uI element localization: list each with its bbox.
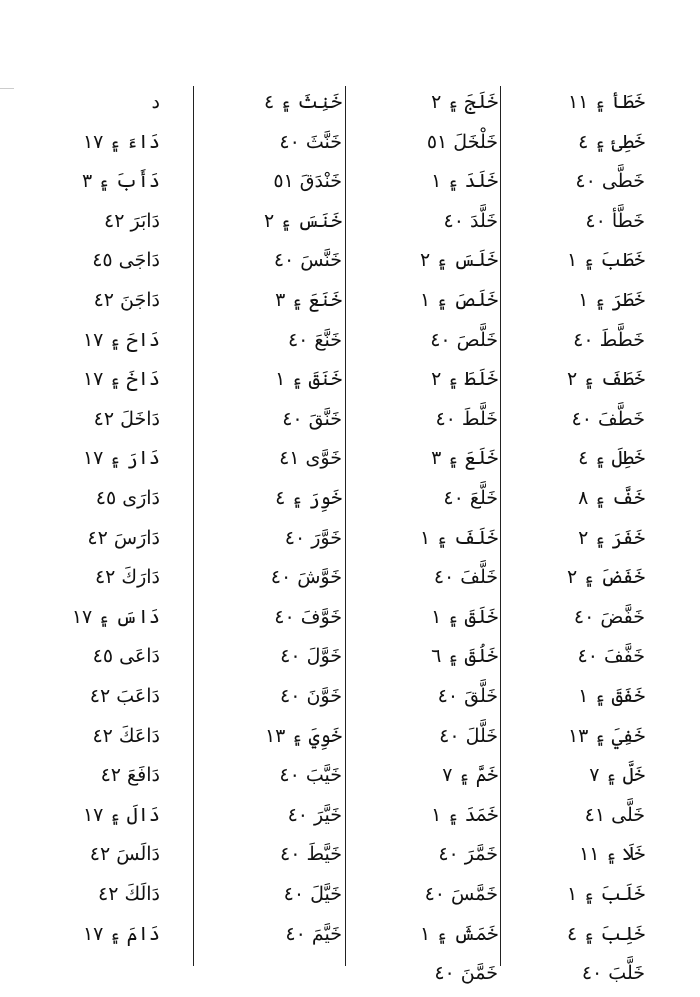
dictionary-entry: خَلَا ۽ ١١: [579, 843, 645, 866]
column-2: [388, 82, 538, 985]
dictionary-entry: دَارَسَ ٤٢: [87, 526, 160, 549]
dictionary-entry: دَابَرَ ٤٢: [104, 209, 160, 232]
dictionary-entry: دَاعَى ٤٥: [92, 645, 160, 668]
dictionary-entry: دَاسَ ۽ ١٧: [71, 605, 160, 628]
dictionary-entry: خَلُقَ ۽ ٦: [431, 645, 498, 668]
dictionary-entry: دَاجَنَ ٤٢: [93, 289, 160, 311]
dictionary-entry: خَلَّطَ ٤٠: [435, 407, 498, 430]
dictionary-entry: خَلَّدَ ٤٠: [443, 209, 498, 232]
dictionary-entry: خَطِلَ ۽ ٤: [578, 447, 645, 470]
dictionary-entry: دَالَ ۽ ١٧: [82, 803, 160, 826]
dictionary-entry: خَلَقَ ۽ ١: [431, 605, 498, 628]
dictionary-entry: خَنْدَقَ ٥١: [273, 170, 342, 193]
dictionary-entry: خَفَضَ ۽ ٢: [567, 566, 645, 589]
dictionary-entry: خَطَأ ۽ ١١: [567, 91, 645, 113]
dictionary-entry: خَفِيَ ۽ ١٣: [567, 724, 645, 747]
dictionary-entry: خَفَّ ۽ ٨: [578, 487, 645, 509]
dictionary-entry: خَمَّسَ ٤٠: [424, 883, 498, 905]
dictionary-entry: خَيَّلَ ٤٠: [283, 883, 342, 905]
dictionary-entry: خَنَّعَ ٤٠: [287, 328, 342, 351]
dictionary-entry: خَلَّبَ ٤٠: [581, 962, 645, 985]
dictionary-entry: دَاحَ ۽ ١٧: [82, 328, 160, 351]
column-1: [540, 82, 675, 985]
dictionary-entry: خَلَّلَ ٤٠: [439, 724, 498, 747]
dictionary-entry: خَنَّسَ ٤٠: [273, 249, 342, 272]
dictionary-entry: خَمَّ ۽ ٧: [442, 764, 498, 787]
dictionary-entry: خَلَجَ ۽ ٢: [431, 91, 498, 113]
dictionary-entry: خَلِبَ ۽ ٤: [567, 922, 645, 945]
dictionary-entry: دَاعَكَ ٤٢: [92, 724, 160, 747]
dictionary-entry: خَيَّرَ ٤٠: [287, 803, 342, 826]
dictionary-entry: دَامَ ۽ ١٧: [82, 922, 160, 945]
dictionary-entry: خَوِيَ ۽ ١٣: [264, 724, 342, 747]
dictionary-entry: خَنَّقَ ٤٠: [282, 407, 342, 430]
dictionary-entry: خَوَّشَ ٤٠: [270, 566, 342, 589]
dictionary-entry: خَوِرَ ۽ ٤: [275, 487, 342, 509]
dictionary-entry: خَلَعَ ۽ ٣: [431, 447, 498, 470]
dictionary-entry: خَلْخَلَ ٥١: [426, 130, 498, 153]
dictionary-entry: خَفَّضَ ٤٠: [573, 605, 645, 628]
column-4: [70, 82, 200, 982]
dictionary-entry: خَمَّرَ ٤٠: [438, 843, 498, 866]
scan-edge-mark: [0, 88, 14, 89]
dictionary-entry: خَطَفَ ۽ ٢: [567, 368, 645, 391]
dictionary-entry: خَنَقَ ۽ ١: [275, 368, 342, 391]
dictionary-entry: خَوَّرَ ٤٠: [284, 526, 342, 549]
dictionary-entry: خَلَصَ ۽ ١: [420, 289, 498, 311]
dictionary-entry: خَطَّى ٤٠: [575, 170, 645, 193]
dictionary-entry: خَلَفَ ۽ ١: [420, 526, 498, 549]
page-number-cut-off: [318, 982, 378, 997]
dictionary-entry: خَلَّفَ ٤٠: [433, 566, 498, 589]
dictionary-entry: دَاعَبَ ٤٢: [89, 685, 160, 707]
dictionary-entry: دَاخَ ۽ ١٧: [82, 368, 160, 391]
dictionary-entry: خَطَّأ ٤٠: [585, 209, 645, 232]
dictionary-entry: خَلَسَ ۽ ٢: [420, 249, 498, 272]
dictionary-entry: دَأَبَ ۽ ٣: [82, 170, 160, 193]
dictionary-entry: خَوَّى ٤١: [279, 447, 342, 470]
dictionary-entry: خَنِثَ ۽ ٤: [264, 91, 342, 113]
dictionary-entry: خَيَّمَ ٤٠: [285, 922, 342, 945]
dictionary-entry: خَطَّفَ ٤٠: [571, 407, 645, 430]
dictionary-entry: خَفَّفَ ٤٠: [577, 645, 645, 668]
dictionary-entry: دَالَسَ ٤٢: [89, 843, 160, 866]
dictionary-entry: دَافَعَ ٤٢: [100, 764, 160, 787]
dictionary-entry: دَاخَلَ ٤٢: [93, 407, 160, 430]
dictionary-entry: خَفَقَ ۽ ١: [578, 685, 645, 707]
dictionary-entry: خَلَدَ ۽ ١: [431, 170, 498, 193]
dictionary-entry: خَمَشَ ۽ ١: [420, 922, 498, 945]
dictionary-entry: خَلَّعَ ٤٠: [443, 487, 498, 509]
dictionary-entry: دَارَكَ ٤٢: [94, 566, 160, 589]
dictionary-entry: خَلَطَ ۽ ٢: [431, 368, 498, 391]
dictionary-entry: خَنَّثَ ٤٠: [279, 130, 342, 153]
dictionary-entry: خَلَّ ۽ ٧: [589, 764, 645, 787]
dictionary-entry: دَارَ ۽ ١٧: [82, 447, 160, 470]
dictionary-entry: خَوَّلَ ٤٠: [280, 645, 342, 668]
dictionary-entry: خَلَبَ ۽ ١: [567, 883, 645, 905]
dictionary-entry: خَنَسَ ۽ ٢: [264, 209, 342, 232]
dictionary-entry: خَوَّنَ ٤٠: [280, 685, 342, 707]
dictionary-entry: دَالَكَ ٤٢: [97, 883, 160, 905]
dictionary-entry: خَلَّقَ ٤٠: [437, 685, 498, 707]
dictionary-entry: خَلَّصَ ٤٠: [430, 328, 498, 351]
dictionary-entry: خَفَرَ ۽ ٢: [578, 526, 645, 549]
column-3: [232, 82, 382, 982]
dictionary-entry: دَاءَ ۽ ١٧: [82, 130, 160, 153]
dictionary-entry: خَمَّنَ ٤٠: [434, 962, 498, 985]
dictionary-entry: خَنَعَ ۽ ٣: [275, 289, 342, 311]
dictionary-entry: خَطِئ ۽ ٤: [578, 130, 645, 153]
dictionary-entry: خَطَبَ ۽ ١: [567, 249, 645, 272]
dictionary-entry: خَمَدَ ۽ ١: [431, 803, 498, 826]
dictionary-entry: د: [151, 91, 160, 113]
dictionary-entry: خَيَّطَ ٤٠: [280, 843, 342, 866]
dictionary-entry: دَارَى ٤٥: [95, 487, 160, 509]
dictionary-entry: خَلَّى ٤١: [584, 803, 645, 826]
dictionary-entry: خَطَّطَ ٤٠: [573, 328, 645, 351]
dictionary-entry: دَاجَى ٤٥: [92, 249, 160, 272]
dictionary-entry: خَطَرَ ۽ ١: [578, 289, 645, 311]
dictionary-entry: خَيَّبَ ٤٠: [279, 764, 342, 787]
dictionary-entry: خَوَّفَ ٤٠: [274, 605, 342, 628]
